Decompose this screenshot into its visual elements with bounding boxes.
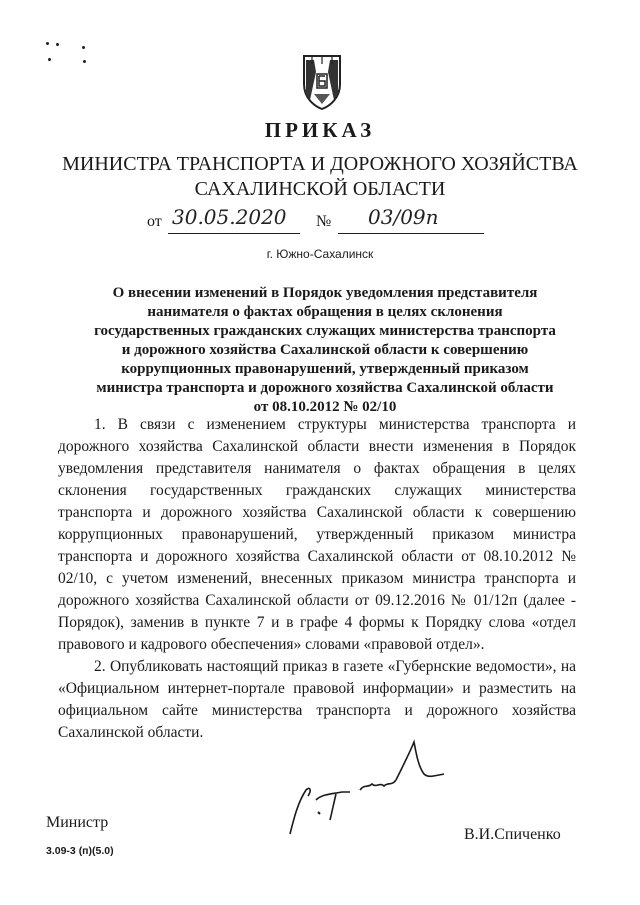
form-code: 3.09-3 (п)(5.0) [46, 845, 114, 857]
paragraph-2: 2. Опубликовать настоящий приказ в газете «Губернские ведомости», на «Официальном интернет-портале правовой информации» и разместить на официальном сайте министерства транспорта и дорожного хозяйства Сахалинской области. [58, 658, 576, 741]
order-subject: О внесении изменений в Порядок уведомления представителя нанимателя о фактах обращения в целях склонения государственных гражданских служащих министерства транспорта и дорожного хозяйства Сахалинской области к совершению коррупционных правонарушений, утвержденный приказом министра транспорта и дорожного хозяйства Сахалинской области от 08.10.2012 № 02/10 [94, 285, 556, 415]
signer-name: В.И.Спиченко [464, 826, 561, 843]
number-value: 03/09п [368, 205, 439, 229]
handwritten-signature [276, 738, 456, 838]
city-line: г. Южно-Сахалинск [266, 247, 374, 261]
date-underline [168, 233, 300, 234]
date-number-line [0, 205, 640, 235]
ministry-name: МИНИСТРА ТРАНСПОРТА И ДОРОЖНОГО ХОЗЯЙСТВА САХАЛИНСКОЙ ОБЛАСТИ [62, 153, 578, 200]
paragraph-1: 1. В связи с изменением структуры министерства транспорта и дорожного хозяйства Сахалинской области внести изменения в Порядок уведомления представителя нанимателя о фактах обращения в целях склонения государственных гражданских служащих министерства транспорта и дорожного хозяйства Сахалинской области к совершению коррупционных правонарушений, утвержденный приказом министра транспорта и дорожного хозяйства Сахалинской области от 08.10.2012 № 02/10, с учетом изменений, внесенных приказом министра транспорта и дорожного хозяйства Сахалинской области от 09.12.2016 № 01/12п (далее - Порядок), заменив в пункте 7 и в графе 4 формы к Порядку слова «отдел правового и кадрового обеспечения» словами «правовой отдел». [58, 416, 576, 653]
signer-position: Министр [46, 814, 109, 831]
document-title: ПРИКАЗ [264, 118, 376, 142]
date-label: от [147, 213, 162, 230]
date-value: 30.05.2020 [172, 205, 287, 229]
order-body [58, 414, 576, 744]
number-underline [338, 233, 484, 234]
coat-of-arms-icon [300, 54, 344, 110]
number-label: № [316, 213, 332, 230]
